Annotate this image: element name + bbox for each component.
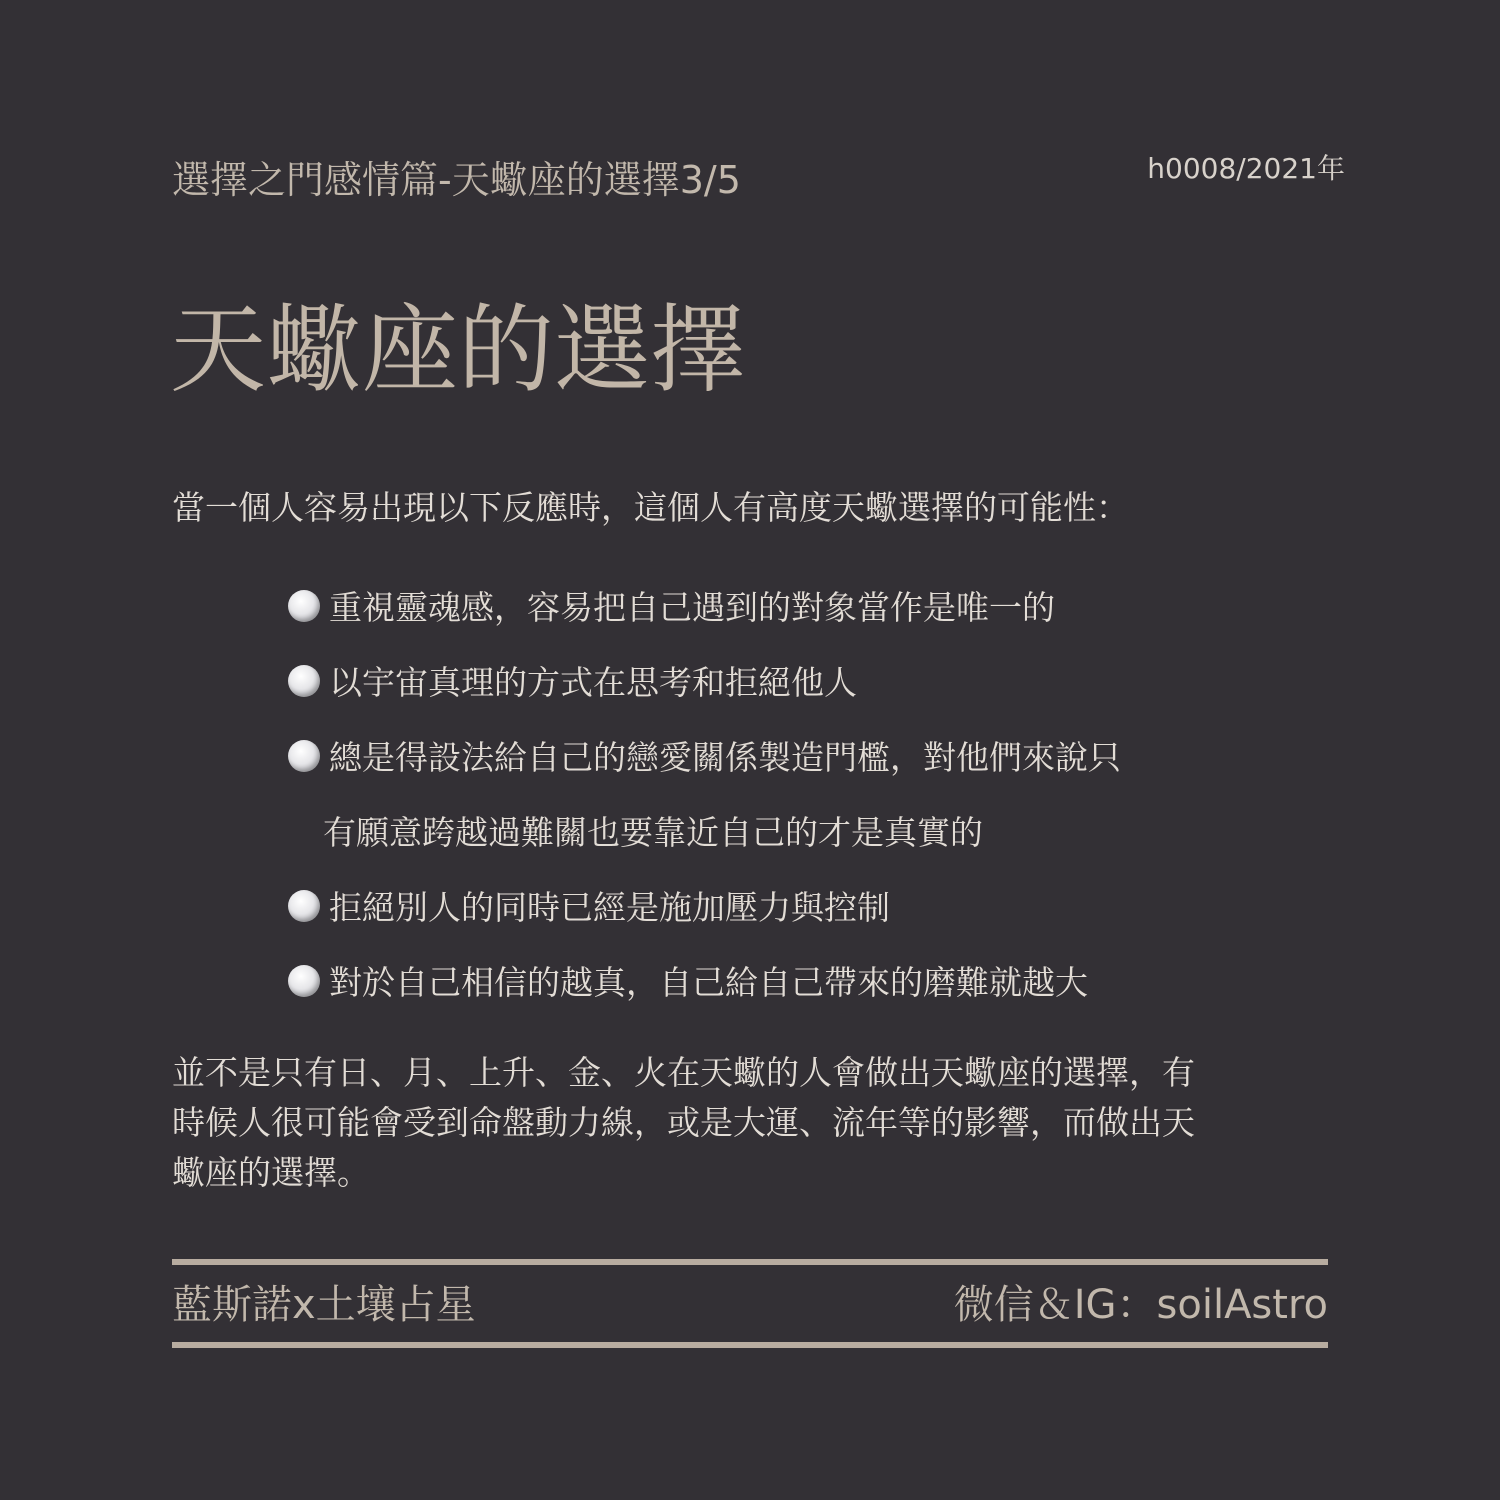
footer-divider-bottom: [172, 1342, 1328, 1348]
intro-text: 當一個人容易出現以下反應時，這個人有高度天蠍選擇的可能性：: [172, 488, 1129, 527]
list-item-text: 總是得設法給自己的戀愛關係製造門檻，對他們來說只: [329, 738, 1121, 777]
list-item: [288, 718, 1121, 793]
post-code: h0008/2021年: [1147, 152, 1345, 185]
list-item: [288, 643, 1121, 718]
list-item-text: 拒絕別人的同時已經是施加壓力與控制: [329, 888, 890, 927]
list-item-continuation: [288, 793, 1121, 868]
page-title: 天蠍座的選擇: [170, 294, 746, 406]
outro-line: 蠍座的選擇。: [172, 1153, 370, 1192]
white-circle-icon: [288, 665, 320, 697]
outro-line: 並不是只有日、月、上升、金、火在天蠍的人會做出天蠍座的選擇，有: [172, 1053, 1195, 1092]
list-item: [288, 943, 1121, 1018]
white-circle-icon: [288, 965, 320, 997]
list-item: [288, 868, 1121, 943]
social-handle: 微信＆IG：soilAstro: [953, 1282, 1328, 1328]
series-title: 選擇之門感情篇-天蠍座的選擇3/5: [172, 158, 741, 202]
white-circle-icon: [288, 890, 320, 922]
footer-divider-top: [172, 1259, 1328, 1265]
white-circle-icon: [288, 740, 320, 772]
outro-paragraph: [172, 1048, 1332, 1198]
author-credit: 藍斯諾x土壤占星: [172, 1282, 476, 1328]
white-circle-icon: [288, 590, 320, 622]
list-item: [288, 568, 1121, 643]
outro-line: 時候人很可能會受到命盤動力線，或是大運、流年等的影響，而做出天: [172, 1103, 1195, 1142]
list-item-text: 重視靈魂感，容易把自己遇到的對象當作是唯一的: [329, 588, 1055, 627]
list-item-text: 以宇宙真理的方式在思考和拒絕他人: [329, 663, 857, 702]
bullet-list: [288, 568, 1121, 1018]
list-item-text: 對於自己相信的越真，自己給自己帶來的磨難就越大: [329, 963, 1088, 1002]
list-item-text: 有願意跨越過難關也要靠近自己的才是真實的: [323, 813, 983, 852]
